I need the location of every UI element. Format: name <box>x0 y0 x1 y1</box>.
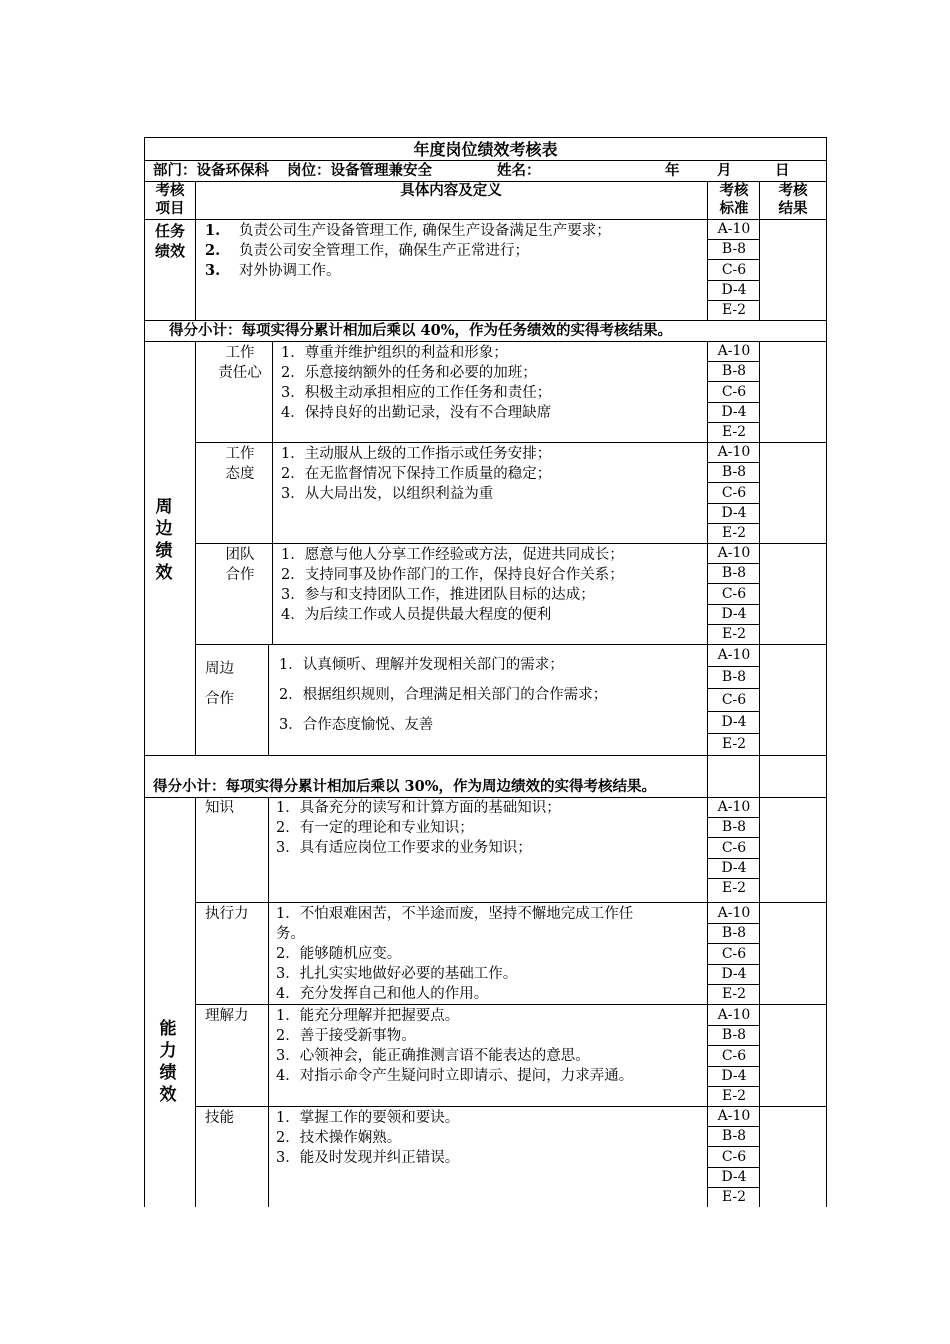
grade-standard-cell: B-8 <box>721 363 747 380</box>
criteria-line: 4．保持良好的出勤记录，没有不合理缺席 <box>281 405 552 421</box>
grade-standard-cell: A-10 <box>717 545 751 562</box>
header-content: 具体内容及定义 <box>400 182 502 199</box>
criteria-line: 4．对指示命令产生疑问时立即请示、提问，力求弄通。 <box>276 1068 634 1084</box>
peripheral-subtotal: 得分小计：每项实得分累计相加后乘以 30%，作为周边绩效的实得考核结果。 <box>153 778 657 795</box>
grade-standard-cell: E-2 <box>721 735 747 752</box>
criteria-line: 1．能充分理解并把握要点。 <box>276 1008 460 1024</box>
grade-standard-cell: C-6 <box>721 1047 747 1064</box>
criteria-line: 1．愿意与他人分享工作经验或方法，促进共同成长； <box>281 547 624 563</box>
grade-standard-cell: D-4 <box>721 504 747 521</box>
grade-standard-cell: C-6 <box>721 1148 747 1165</box>
grade-standard-cell: A-10 <box>717 343 751 360</box>
grade-standard-cell: C-6 <box>721 691 747 708</box>
grade-standard-cell: E-2 <box>721 301 747 318</box>
grade-standard-cell: D-4 <box>721 1067 747 1084</box>
criteria-line: 2．支持同事及协作部门的工作，保持良好合作关系； <box>281 567 624 583</box>
criteria-line: 2．善于接受新事物。 <box>276 1028 416 1044</box>
grade-standard-cell: B-8 <box>721 1128 747 1145</box>
grade-standard-cell: D-4 <box>721 965 747 982</box>
peripheral-performance-label: 周边绩效 <box>155 497 173 583</box>
criteria-line: 务。 <box>276 926 305 942</box>
appraisal-form: 年度岗位绩效考核表 部门：设备环保科 岗位：设备管理兼安全 姓名： 年 月 日 考核 项目 具体内容及定义 考核 标准 考核 结果 任务 绩效 1. 负责公司生产设备管理工作, 确保生产设备满足生产要求； 2. 负责公司安全管理工作，确保生产正常进行； 3. 对外协调工作。 A-10 B-8 C-6 D-4 E-2 得分小计：每项实得分累计相加后乘以 40%，作为任务绩效的实得考核结果。 周边绩效 工作 责任心 1．尊重并维护组织的利益和形象； 2．乐意接纳额外的任务和必要的加班； 3．积极主动承担相应的工作任务和责任； 4．保持良好的出勤记录，没有不合理缺席 A-10 B-8 C-6 D-4 E-2 工作 态度 1．主动服从上级的工作指示或任务安排； 2．在无监督情况下保持工作质量的稳定； 3．从大局出发，以组织利益为重 A-10 B-8 C-6 D-4 E-2 团队 合作 1．愿意与他人分享工作经验或方法，促进共同成长； 2．支持同事及协作部门的工作，保持良好合作关系； 3．参与和支持团队工作，推进团队目标的达成； 4．为后续工作或人员提供最大程度的便利 A-10 B-8 C-6 D-4 E-2 周边 合作 1．认真倾听、理解并发现相关部门的需求； 2．根据组织规则，合理满足相关部门的合作需求； 3．合作态度愉悦、友善 A-10 B-8 C-6 D-4 E-2 得分小计：每项实得分累计相加后乘以 30%，作为周边绩效的实得考核结果。 能力绩效 知识 1．具备充分的读写和计算方面的基础知识； 2．有一定的理论和专业知识； 3．具有适应岗位工作要求的业务知识； A-10 B-8 C-6 D-4 E-2 执行力 1．不怕艰难困苦，不半途而废，坚持不懈地完成工作任 务。 2．能够随机应变。 3．扎扎实实地做好必要的基础工作。 4．充分发挥自己和他人的作用。 A-10 B-8 C-6 D-4 E-2 理解力 1．能充分理解并把握要点。 2．善于接受新事物。 3．心领神会，能正确推测言语不能表达的意思。 4．对指示命令产生疑问时立即请示、提问，力求弄通。 A-10 B-8 C-6 D-4 E-2 技能 1．掌握工作的要领和要诀。 2．技术操作娴熟。 3．能及时发现并纠正错误。 A-10 B-8 C-6 D-4 E-2 <box>144 137 827 1207</box>
grade-standard-cell: A-10 <box>717 1007 751 1024</box>
grade-standard-cell: C-6 <box>721 585 747 602</box>
task-subtotal: 得分小计：每项实得分累计相加后乘以 40%，作为任务绩效的实得考核结果。 <box>169 322 673 339</box>
grade-standard-cell: A-10 <box>717 444 751 461</box>
grade-standard-cell: B-8 <box>721 464 747 481</box>
criteria-line: 1．主动服从上级的工作指示或任务安排； <box>281 446 552 462</box>
grade-standard-cell: D-4 <box>721 859 747 876</box>
grade-standard-cell: E-2 <box>721 985 747 1002</box>
grade-standard-cell: E-2 <box>721 1188 747 1205</box>
grade-standard-cell: A-10 <box>717 221 751 238</box>
grade-standard-cell: D-4 <box>721 281 747 298</box>
group-label-skills: 技能 <box>205 1110 234 1126</box>
criteria-line: 4．为后续工作或人员提供最大程度的便利 <box>281 607 552 623</box>
criteria-line: 2．在无监督情况下保持工作质量的稳定； <box>281 466 552 482</box>
ability-performance-label: 能力绩效 <box>159 1019 177 1105</box>
name-field: 姓名： <box>497 162 541 179</box>
criteria-line: 4．充分发挥自己和他人的作用。 <box>276 986 489 1002</box>
criteria-line: 3．从大局出发，以组织利益为重 <box>281 486 494 502</box>
grade-standard-cell: E-2 <box>721 879 747 896</box>
criteria-line: 2．根据组织规则，合理满足相关部门的合作需求； <box>279 687 608 703</box>
department-field: 部门：设备环保科 <box>153 162 269 179</box>
grade-standard-cell: A-10 <box>717 1108 751 1125</box>
grade-standard-cell: B-8 <box>721 819 747 836</box>
grade-standard-cell: E-2 <box>721 625 747 642</box>
grade-standard-cell: E-2 <box>721 524 747 541</box>
criteria-line: 3．能及时发现并纠正错误。 <box>276 1150 460 1166</box>
criteria-line: 3．积极主动承担相应的工作任务和责任； <box>281 385 552 401</box>
grade-standard-cell: D-4 <box>721 403 747 420</box>
grade-standard-cell: D-4 <box>721 1168 747 1185</box>
criteria-line: 1．具备充分的读写和计算方面的基础知识； <box>276 800 561 816</box>
day-field: 日 <box>775 162 790 179</box>
grade-standard-cell: A-10 <box>717 905 751 922</box>
month-field: 月 <box>717 162 732 179</box>
group-label-knowledge: 知识 <box>205 800 234 816</box>
criteria-line: 1．掌握工作的要领和要诀。 <box>276 1110 460 1126</box>
grade-standard-cell: E-2 <box>721 1087 747 1104</box>
header-result: 考核 结果 <box>778 182 808 217</box>
grade-standard-cell: D-4 <box>721 713 747 730</box>
grade-standard-cell: C-6 <box>721 261 747 278</box>
criteria-line: 3．具有适应岗位工作要求的业务知识； <box>276 840 532 856</box>
grade-standard-cell: E-2 <box>721 423 747 440</box>
grade-standard-cell: B-8 <box>721 241 747 258</box>
criteria-line: 2．技术操作娴熟。 <box>276 1130 402 1146</box>
grade-standard-cell: C-6 <box>721 839 747 856</box>
grade-standard-cell: B-8 <box>721 925 747 942</box>
group-label-attitude: 工作 态度 <box>225 446 255 482</box>
header-standard: 考核 标准 <box>719 182 749 217</box>
grade-standard-cell: A-10 <box>717 647 751 664</box>
criteria-line: 1．认真倾听、理解并发现相关部门的需求； <box>279 657 564 673</box>
criteria-line: 3．心领神会，能正确推测言语不能表达的意思。 <box>276 1048 590 1064</box>
grade-standard-cell: B-8 <box>721 1027 747 1044</box>
group-label-responsibility: 工作 责任心 <box>218 345 262 381</box>
criteria-line: 3．参与和支持团队工作，推进团队目标的达成； <box>281 587 595 603</box>
criteria-line: 2．有一定的理论和专业知识； <box>276 820 474 836</box>
header-item: 考核 项目 <box>155 182 185 217</box>
group-label-comprehension: 理解力 <box>205 1008 249 1024</box>
grade-standard-cell: C-6 <box>721 383 747 400</box>
post-field: 岗位：设备管理兼安全 <box>287 162 432 179</box>
group-label-teamwork: 团队 合作 <box>225 547 255 583</box>
criteria-line: 3．扎扎实实地做好必要的基础工作。 <box>276 966 518 982</box>
group-label-execution: 执行力 <box>205 906 249 922</box>
task-performance-label: 任务 绩效 <box>154 222 185 260</box>
group-label-cooperation: 周边 合作 <box>205 661 234 707</box>
grade-standard-cell: B-8 <box>721 565 747 582</box>
criteria-line: 1．尊重并维护组织的利益和形象； <box>281 345 508 361</box>
criteria-line: 2．乐意接纳额外的任务和必要的加班； <box>281 365 537 381</box>
criteria-line: 2．能够随机应变。 <box>276 946 402 962</box>
criteria-line: 1．不怕艰难困苦，不半途而废，坚持不懈地完成工作任 <box>276 906 634 922</box>
grade-standard-cell: B-8 <box>721 669 747 686</box>
criteria-line: 3．合作态度愉悦、友善 <box>279 717 434 733</box>
grade-standard-cell: D-4 <box>721 605 747 622</box>
grade-standard-cell: C-6 <box>721 484 747 501</box>
form-title: 年度岗位绩效考核表 <box>413 140 558 159</box>
grade-standard-cell: A-10 <box>717 799 751 816</box>
year-field: 年 <box>665 162 680 179</box>
grade-standard-cell: C-6 <box>721 945 747 962</box>
